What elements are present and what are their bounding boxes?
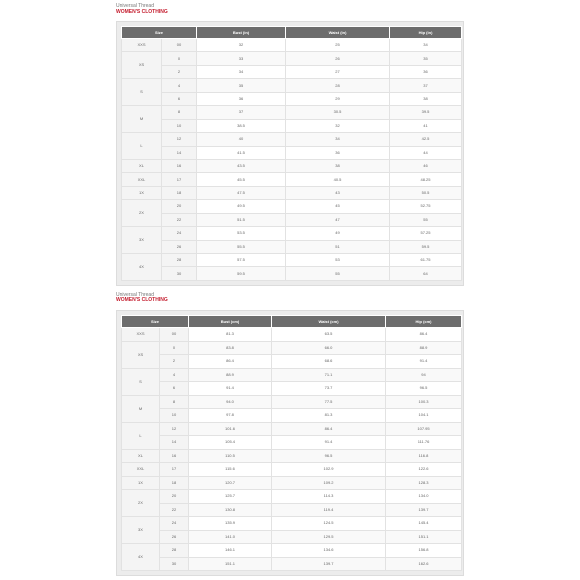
hip-value: 104.1 bbox=[386, 409, 462, 423]
bust-value: 83.8 bbox=[189, 341, 272, 355]
size-number: 22 bbox=[160, 503, 189, 517]
bust-value: 81.3 bbox=[189, 328, 272, 342]
size-number: 00 bbox=[160, 328, 189, 342]
bust-value: 135.9 bbox=[189, 517, 272, 531]
hip-value: 86.4 bbox=[386, 328, 462, 342]
hip-value: 59.5 bbox=[390, 240, 462, 253]
size-label: 4X bbox=[122, 254, 162, 281]
size-number: 30 bbox=[160, 557, 189, 571]
size-number: 6 bbox=[160, 382, 189, 396]
bust-value: 88.9 bbox=[189, 368, 272, 382]
header-hip: Hip (cm) bbox=[386, 316, 462, 328]
bust-value: 59.5 bbox=[197, 267, 286, 281]
size-number: 16 bbox=[160, 449, 189, 463]
size-number: 10 bbox=[160, 409, 189, 423]
size-label: 3X bbox=[122, 227, 162, 254]
hip-value: 41 bbox=[390, 119, 462, 132]
bust-value: 151.1 bbox=[189, 557, 272, 571]
size-number: 30 bbox=[162, 267, 197, 281]
bust-value: 57.5 bbox=[197, 254, 286, 267]
waist-value: 30.5 bbox=[286, 106, 390, 119]
hip-value: 64 bbox=[390, 267, 462, 281]
table-row bbox=[122, 173, 462, 186]
hip-value: 88.9 bbox=[386, 341, 462, 355]
table-row bbox=[122, 133, 462, 146]
size-label: XL bbox=[122, 159, 162, 172]
size-label: XS bbox=[122, 341, 160, 368]
table-row bbox=[122, 355, 462, 369]
hip-value: 145.4 bbox=[386, 517, 462, 531]
table-row bbox=[122, 106, 462, 119]
waist-value: 114.3 bbox=[272, 490, 386, 504]
waist-value: 25 bbox=[286, 39, 390, 52]
size-number: 14 bbox=[160, 436, 189, 450]
bust-value: 97.8 bbox=[189, 409, 272, 423]
size-label: L bbox=[122, 422, 160, 449]
hip-value: 162.6 bbox=[386, 557, 462, 571]
bust-value: 49.5 bbox=[197, 200, 286, 213]
hip-value: 61.75 bbox=[390, 254, 462, 267]
hip-value: 35 bbox=[390, 52, 462, 65]
size-number: 6 bbox=[162, 92, 197, 105]
waist-value: 43 bbox=[286, 186, 390, 199]
table-row bbox=[122, 557, 462, 571]
brand-name: Universal Thread bbox=[116, 3, 154, 9]
size-number: 22 bbox=[162, 213, 197, 226]
waist-value: 51 bbox=[286, 240, 390, 253]
waist-value: 49 bbox=[286, 227, 390, 240]
bust-value: 40 bbox=[197, 133, 286, 146]
waist-value: 27 bbox=[286, 65, 390, 78]
table-row bbox=[122, 267, 462, 281]
size-label: 2X bbox=[122, 200, 162, 227]
size-number: 26 bbox=[160, 530, 189, 544]
size-label: XXL bbox=[122, 173, 162, 186]
waist-value: 34 bbox=[286, 133, 390, 146]
hip-value: 52.75 bbox=[390, 200, 462, 213]
size-number: 20 bbox=[160, 490, 189, 504]
size-number: 4 bbox=[160, 368, 189, 382]
hip-value: 55 bbox=[390, 213, 462, 226]
waist-value: 139.7 bbox=[272, 557, 386, 571]
size-label: 4X bbox=[122, 544, 160, 571]
hip-value: 151.1 bbox=[386, 530, 462, 544]
bust-value: 45.5 bbox=[197, 173, 286, 186]
size-number: 12 bbox=[162, 133, 197, 146]
bust-value: 101.6 bbox=[189, 422, 272, 436]
bust-value: 130.8 bbox=[189, 503, 272, 517]
bust-value: 36 bbox=[197, 92, 286, 105]
size-label: M bbox=[122, 106, 162, 133]
hip-value: 96.5 bbox=[386, 382, 462, 396]
bust-value: 37 bbox=[197, 106, 286, 119]
bust-value: 43.5 bbox=[197, 159, 286, 172]
bust-value: 146.1 bbox=[189, 544, 272, 558]
hip-value: 91.4 bbox=[386, 355, 462, 369]
waist-value: 55 bbox=[286, 267, 390, 281]
chart-subtitle: WOMEN'S CLOTHING bbox=[116, 9, 168, 15]
bust-value: 55.5 bbox=[197, 240, 286, 253]
table-row bbox=[122, 186, 462, 199]
waist-value: 86.4 bbox=[272, 422, 386, 436]
header-hip: Hip (in) bbox=[390, 27, 462, 39]
size-number: 24 bbox=[160, 517, 189, 531]
table-row bbox=[122, 200, 462, 213]
size-number: 26 bbox=[162, 240, 197, 253]
table-row bbox=[122, 146, 462, 159]
table-row bbox=[122, 422, 462, 436]
waist-value: 28 bbox=[286, 79, 390, 92]
hip-value: 111.76 bbox=[386, 436, 462, 450]
waist-value: 32 bbox=[286, 119, 390, 132]
bust-value: 47.5 bbox=[197, 186, 286, 199]
size-number: 20 bbox=[162, 200, 197, 213]
bust-value: 32 bbox=[197, 39, 286, 52]
size-number: 18 bbox=[160, 476, 189, 490]
hip-value: 48.25 bbox=[390, 173, 462, 186]
hip-value: 122.6 bbox=[386, 463, 462, 477]
waist-value: 66.0 bbox=[272, 341, 386, 355]
size-label: 1X bbox=[122, 186, 162, 199]
size-number: 2 bbox=[160, 355, 189, 369]
waist-value: 53 bbox=[286, 254, 390, 267]
table-row bbox=[122, 368, 462, 382]
size-table-inches bbox=[121, 26, 462, 281]
table-row bbox=[122, 213, 462, 226]
hip-value: 107.95 bbox=[386, 422, 462, 436]
hip-value: 34 bbox=[390, 39, 462, 52]
size-number: 18 bbox=[162, 186, 197, 199]
size-chart-inches bbox=[116, 21, 464, 286]
waist-value: 119.4 bbox=[272, 503, 386, 517]
hip-value: 128.3 bbox=[386, 476, 462, 490]
size-label: S bbox=[122, 79, 162, 106]
hip-value: 134.0 bbox=[386, 490, 462, 504]
waist-value: 26 bbox=[286, 52, 390, 65]
waist-value: 47 bbox=[286, 213, 390, 226]
bust-value: 141.0 bbox=[189, 530, 272, 544]
waist-value: 124.5 bbox=[272, 517, 386, 531]
waist-value: 71.1 bbox=[272, 368, 386, 382]
waist-value: 36 bbox=[286, 146, 390, 159]
bust-value: 41.5 bbox=[197, 146, 286, 159]
size-label: L bbox=[122, 133, 162, 160]
bust-value: 110.5 bbox=[189, 449, 272, 463]
header-bust: Bust (in) bbox=[197, 27, 286, 39]
waist-value: 129.5 bbox=[272, 530, 386, 544]
table-row bbox=[122, 395, 462, 409]
size-number: 12 bbox=[160, 422, 189, 436]
bust-value: 115.6 bbox=[189, 463, 272, 477]
table-row bbox=[122, 463, 462, 477]
table-row bbox=[122, 341, 462, 355]
table-row bbox=[122, 159, 462, 172]
table-row bbox=[122, 382, 462, 396]
bust-value: 120.7 bbox=[189, 476, 272, 490]
bust-value: 33 bbox=[197, 52, 286, 65]
table-row bbox=[122, 490, 462, 504]
header-waist: Waist (in) bbox=[286, 27, 390, 39]
table-row bbox=[122, 436, 462, 450]
size-label: XXS bbox=[122, 39, 162, 52]
header-waist: Waist (cm) bbox=[272, 316, 386, 328]
hip-value: 38 bbox=[390, 92, 462, 105]
size-label: M bbox=[122, 395, 160, 422]
hip-value: 46 bbox=[390, 159, 462, 172]
table-row bbox=[122, 254, 462, 267]
size-label: XXL bbox=[122, 463, 160, 477]
bust-value: 125.7 bbox=[189, 490, 272, 504]
size-number: 24 bbox=[162, 227, 197, 240]
table-row bbox=[122, 449, 462, 463]
table-row bbox=[122, 52, 462, 65]
bust-value: 51.5 bbox=[197, 213, 286, 226]
size-number: 28 bbox=[162, 254, 197, 267]
table-row bbox=[122, 476, 462, 490]
bust-value: 105.4 bbox=[189, 436, 272, 450]
header-size: Size bbox=[122, 316, 189, 328]
table-row bbox=[122, 119, 462, 132]
hip-value: 116.8 bbox=[386, 449, 462, 463]
size-number: 17 bbox=[160, 463, 189, 477]
waist-value: 96.5 bbox=[272, 449, 386, 463]
table-row bbox=[122, 517, 462, 531]
hip-value: 100.3 bbox=[386, 395, 462, 409]
size-number: 0 bbox=[160, 341, 189, 355]
chart-subtitle-cm: WOMEN'S CLOTHING bbox=[116, 297, 168, 303]
size-number: 4 bbox=[162, 79, 197, 92]
table-row bbox=[122, 503, 462, 517]
size-number: 00 bbox=[162, 39, 197, 52]
table-row bbox=[122, 544, 462, 558]
size-number: 0 bbox=[162, 52, 197, 65]
size-number: 8 bbox=[162, 106, 197, 119]
hip-value: 37 bbox=[390, 79, 462, 92]
size-label: 1X bbox=[122, 476, 160, 490]
waist-value: 38 bbox=[286, 159, 390, 172]
table-row bbox=[122, 409, 462, 423]
hip-value: 94 bbox=[386, 368, 462, 382]
waist-value: 63.5 bbox=[272, 328, 386, 342]
waist-value: 77.5 bbox=[272, 395, 386, 409]
bust-value: 38.5 bbox=[197, 119, 286, 132]
table-row bbox=[122, 79, 462, 92]
bust-value: 86.4 bbox=[189, 355, 272, 369]
bust-value: 94.0 bbox=[189, 395, 272, 409]
size-label: S bbox=[122, 368, 160, 395]
waist-value: 40.5 bbox=[286, 173, 390, 186]
waist-value: 91.4 bbox=[272, 436, 386, 450]
size-label: 3X bbox=[122, 517, 160, 544]
table-row bbox=[122, 227, 462, 240]
waist-value: 102.9 bbox=[272, 463, 386, 477]
waist-value: 29 bbox=[286, 92, 390, 105]
table-row bbox=[122, 65, 462, 78]
waist-value: 73.7 bbox=[272, 382, 386, 396]
waist-value: 134.6 bbox=[272, 544, 386, 558]
table-row bbox=[122, 240, 462, 253]
bust-value: 34 bbox=[197, 65, 286, 78]
size-number: 10 bbox=[162, 119, 197, 132]
size-label: XXS bbox=[122, 328, 160, 342]
header-bust: Bust (cm) bbox=[189, 316, 272, 328]
hip-value: 139.7 bbox=[386, 503, 462, 517]
table-row bbox=[122, 530, 462, 544]
hip-value: 39.5 bbox=[390, 106, 462, 119]
hip-value: 156.8 bbox=[386, 544, 462, 558]
table-row bbox=[122, 328, 462, 342]
waist-value: 68.6 bbox=[272, 355, 386, 369]
bust-value: 91.4 bbox=[189, 382, 272, 396]
header-size: Size bbox=[122, 27, 197, 39]
size-label: 2X bbox=[122, 490, 160, 517]
size-number: 17 bbox=[162, 173, 197, 186]
size-number: 16 bbox=[162, 159, 197, 172]
size-label: XL bbox=[122, 449, 160, 463]
waist-value: 109.2 bbox=[272, 476, 386, 490]
size-number: 8 bbox=[160, 395, 189, 409]
bust-value: 35 bbox=[197, 79, 286, 92]
hip-value: 36 bbox=[390, 65, 462, 78]
hip-value: 42.5 bbox=[390, 133, 462, 146]
size-table-cm bbox=[121, 315, 462, 571]
hip-value: 57.25 bbox=[390, 227, 462, 240]
table-row bbox=[122, 92, 462, 105]
size-number: 2 bbox=[162, 65, 197, 78]
size-number: 28 bbox=[160, 544, 189, 558]
size-number: 14 bbox=[162, 146, 197, 159]
bust-value: 53.5 bbox=[197, 227, 286, 240]
brand-name-cm: Universal Thread bbox=[116, 292, 154, 298]
hip-value: 44 bbox=[390, 146, 462, 159]
size-chart-cm bbox=[116, 310, 464, 576]
table-row bbox=[122, 39, 462, 52]
hip-value: 50.5 bbox=[390, 186, 462, 199]
waist-value: 45 bbox=[286, 200, 390, 213]
waist-value: 81.3 bbox=[272, 409, 386, 423]
size-label: XS bbox=[122, 52, 162, 79]
